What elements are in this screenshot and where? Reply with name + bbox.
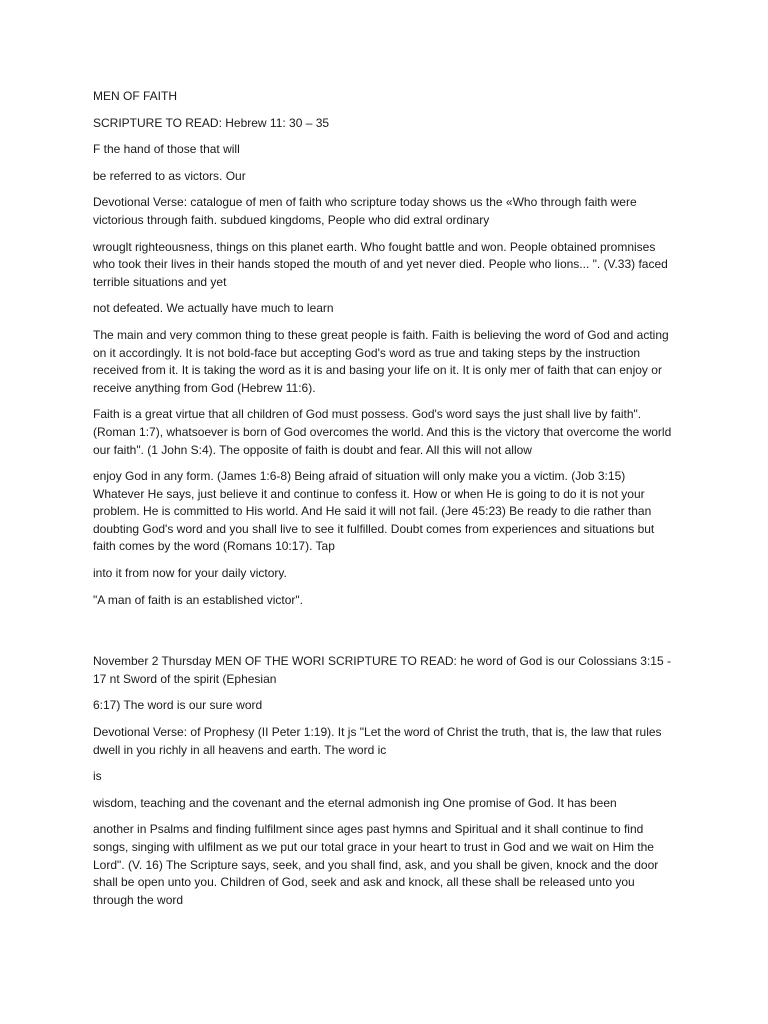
- paragraph: enjoy God in any form. (James 1:6-8) Being afraid of situation will only make you a victim. (Job 3:15) Whatever He says, just believe it and continue to confess it. How or when He is going to do it is not your problem. He is committed to His world. And He said it will not fail. (Jere 45:23) Be ready to die rather than doubting God's word and you shall live to see it fulfilled. Doubt comes from experiences and situations but faith comes by the word (Romans 10:17). Tap: [93, 469, 655, 554]
- paragraph: Faith is a great virtue that all children of God must possess. God's word says the just shall live by faith". (Roman 1:7), whatsoever is born of God overcomes the world. And this is the victory that overcome the world our faith". (1 John S:4). The opposite of faith is doubt and fear. All this will not allow: [93, 407, 672, 457]
- paragraph: F the hand of those that will: [93, 142, 240, 157]
- paragraph: The main and very common thing to these great people is faith. Faith is believing the word of God and acting on it accordingly. It is not bold-face but accepting God's word as true and taking steps by the instruction received from it. It is taking the word as it is and basing your life on it. It is only mer of faith that can enjoy or receive anything from God (Hebrew 11:6).: [93, 327, 669, 395]
- paragraph: wisdom, teaching and the covenant and the eternal admonish ing One promise of God. It has been: [93, 795, 617, 810]
- paragraph: into it from now for your daily victory.: [93, 566, 287, 581]
- paragraph: 6:17) The word is our sure word: [93, 698, 263, 713]
- quote-paragraph: "A man of faith is an established victor".: [93, 592, 303, 607]
- paragraph: SCRIPTURE TO READ: Hebrew 11: 30 – 35: [93, 115, 330, 130]
- document-body: [93, 88, 678, 918]
- section-title: November 2 Thursday MEN OF THE WORI SCRIPTURE TO READ: he word of God is our Colossians 3:15 - 17 nt Sword of the spirit (Ephesian: [93, 654, 671, 686]
- paragraph: wrouglt righteousness, things on this planet earth. Who fought battle and won. People obtained promnises who took their lives in their hands stoped the mouth of and yet never died. People who lions... ". (V.33) faced terrible situations and yet: [93, 239, 668, 289]
- paragraph: Devotional Verse: catalogue of men of faith who scripture today shows us the «Who through faith were victorious through faith. subdued kingdoms, People who did extral ordinary: [93, 195, 637, 227]
- paragraph: another in Psalms and finding fulfilment since ages past hymns and Spiritual and it shall continue to find songs, singing with ulfilment as we put our total grace in your heart to trust in God and we wait on Him the Lord". (V. 16) The Scripture says, seek, and you shall find, ask, and you shall be given, knock and the door shall be open unto you. Children of God, seek and ask and knock, all these shall be released unto you through the word: [93, 822, 659, 907]
- paragraph: Devotional Verse: of Prophesy (II Peter 1:19). It js "Let the word of Christ the truth, that is, the law that rules dwell in you richly in all heavens and earth. The word ic: [93, 725, 662, 757]
- paragraph: is: [93, 769, 102, 784]
- paragraph: not defeated. We actually have much to learn: [93, 301, 334, 316]
- paragraph: be referred to as victors. Our: [93, 168, 246, 183]
- section-title: MEN OF FAITH: [93, 89, 177, 103]
